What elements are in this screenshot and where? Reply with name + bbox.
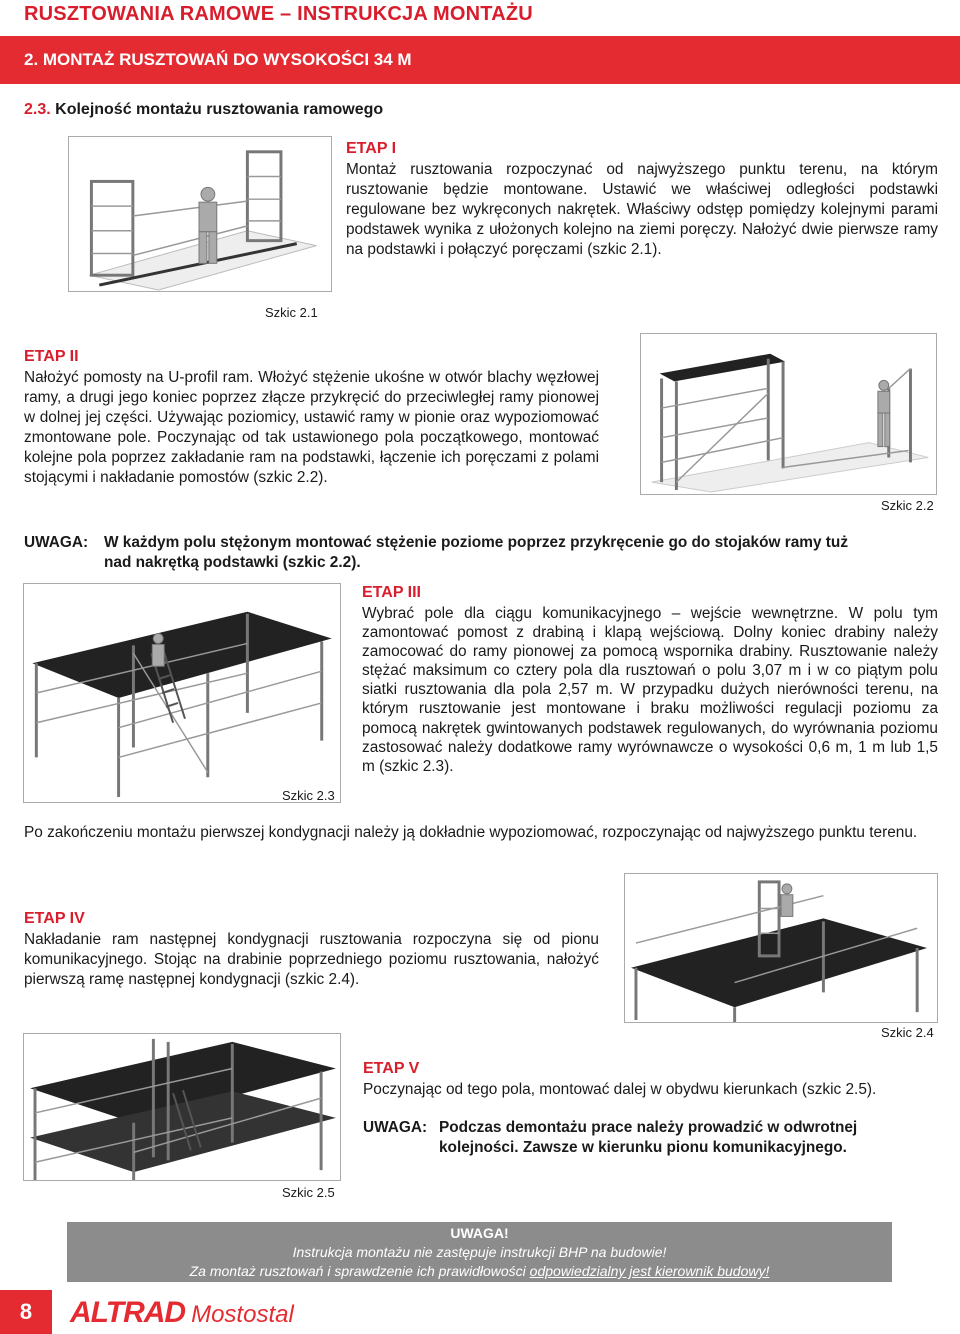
safety-notice-line-1: Instrukcja montażu nie zastępuje instrukcji BHP na budowie! <box>292 1244 667 1260</box>
safety-notice-heading: UWAGA! <box>450 1225 509 1241</box>
note-2-line-2: kolejności. Zawsze w kierunku pionu komunikacyjnego. <box>439 1139 847 1156</box>
logo-sub: Mostostal <box>191 1301 294 1328</box>
etap-1-title: ETAP I <box>346 140 397 157</box>
safety-notice-line-2a: Za montaż rusztowań i sprawdzenie ich prawidłowości <box>189 1263 530 1279</box>
document-title: RUSZTOWANIA RAMOWE – INSTRUKCJA MONTAŻU <box>24 3 533 25</box>
etap-3-text: Wybrać pole dla ciągu komunikacyjnego – wejście wewnętrzne. W polu tym zamontować pomost z drabiną i klapą wejściową. Dolny koniec drabiny należy zamocować do ramy pionowej za pomocą wspornika drabiny. Rusztowanie należy stężać maksimum co cztery pola dla rusztowań o polu 3,07 m i w co piątym polu siatki rusztowania dla pola 2,57 m. W przypadku dużych nierówności terenu, na którym rusztowanie jest montowane i braku możliwości regulacji poziomu za pomocą nakrętek gwintowanych podstawek regulowanych, do wyrównania poziomu zastosować należy dodatkowe ramy wyrównawcze o wysokości 0,6 m, 1 m lub 1,5 m (szkic 2.3). <box>362 605 938 775</box>
altrad-mostostal-logo <box>70 1296 294 1330</box>
sketch-2-5-caption: Szkic 2.5 <box>282 1185 335 1200</box>
etap-5-text: Poczynając od tego pola, montować dalej w obydwu kierunkach (szkic 2.5). <box>363 1081 877 1098</box>
safety-notice <box>67 1222 892 1282</box>
etap-1-text: Montaż rusztowania rozpoczynać od najwyższego punktu terenu, na którym rusztowanie będzie montowane. Ustawić we właściwej odległości podstawki regulowane bez wykręconych nakrętek. Właściwy odstęp pomiędzy kolejnymi parami podstawek wynika z ułożonych kolejno na ziemi poręczy. Nałożyć dwie pierwsze ramy na podstawki i połączyć poręczami (szkic 2.1). <box>346 161 938 258</box>
sketch-2-5 <box>23 1033 341 1181</box>
sketch-2-3-caption: Szkic 2.3 <box>282 788 335 803</box>
note-2-line-1: Podczas demontażu prace należy prowadzić w odwrotnej <box>439 1119 858 1136</box>
sketch-2-4-caption: Szkic 2.4 <box>881 1025 934 1040</box>
chapter-bar <box>0 36 960 84</box>
note-1-line-1: W każdym polu stężonym montować stężenie poziome poprzez przykręcenie go do stojaków ramy tuż <box>104 534 849 551</box>
etap-4-title: ETAP IV <box>24 910 85 927</box>
note-2-label: UWAGA: <box>363 1119 428 1136</box>
after-level-text: Po zakończeniu montażu pierwszej kondygnacji należy ją dokładnie wypoziomować, rozpoczynając od najwyższego punktu terenu. <box>24 824 918 841</box>
note-1-label: UWAGA: <box>24 534 89 551</box>
note-1-line-2: nad nakrętką podstawki (szkic 2.2). <box>104 554 361 571</box>
sketch-2-3 <box>23 583 341 803</box>
etap-2-text: Nałożyć pomosty na U-profil ram. Włożyć stężenie ukośne w otwór blachy węzłowej ramy, a drugi jego koniec poprzez złącze przykręcić do przeciwległej ramy pionowej w dolnej jej części. Używając poziomicy, ustawić ramy w pionie oraz wypoziomować zmontowane pole. Poczynając od tak ustawionego pola początkowego, montować kolejne pola poprzez zakładanie ram na podstawki, łączenie ich poręczami z polami stojącymi i nakładanie pomostów (szkic 2.2). <box>24 369 599 486</box>
sketch-2-3-drawing <box>24 584 340 802</box>
section-name: Kolejność montażu rusztowania ramowego <box>55 101 384 118</box>
etap-4-text: Nakładanie ram następnej kondygnacji rusztowania rozpoczyna się od pionu komunikacyjnego. Stojąc na drabinie poprzedniego poziomu rusztowania, nałożyć pierwszą ramę następnej kondygnacji (szkic 2.4). <box>24 931 599 988</box>
chapter-title: 2. MONTAŻ RUSZTOWAŃ DO WYSOKOŚCI 34 M <box>24 50 412 69</box>
sketch-2-2-drawing <box>641 334 936 494</box>
section-number: 2.3. <box>24 101 51 118</box>
safety-notice-line-2 <box>67 1262 892 1281</box>
sketch-2-2-caption: Szkic 2.2 <box>881 498 934 513</box>
sketch-2-4-drawing <box>625 874 937 1022</box>
etap-2-title: ETAP II <box>24 348 79 365</box>
sketch-2-4 <box>624 873 938 1023</box>
note-1 <box>24 533 939 573</box>
etap-5-title: ETAP V <box>363 1060 420 1077</box>
sketch-2-1 <box>68 136 332 292</box>
page-number: 8 <box>0 1290 52 1334</box>
safety-notice-line-2b: odpowiedzialny jest kierownik budowy! <box>529 1263 770 1279</box>
sketch-2-2 <box>640 333 937 495</box>
section-title <box>24 101 383 119</box>
sketch-2-1-caption: Szkic 2.1 <box>265 305 318 320</box>
logo-main: ALTRAD <box>70 1296 186 1329</box>
note-2 <box>363 1118 939 1158</box>
sketch-2-1-drawing <box>69 137 331 291</box>
etap-3-title: ETAP III <box>362 584 421 601</box>
sketch-2-5-drawing <box>24 1034 340 1180</box>
